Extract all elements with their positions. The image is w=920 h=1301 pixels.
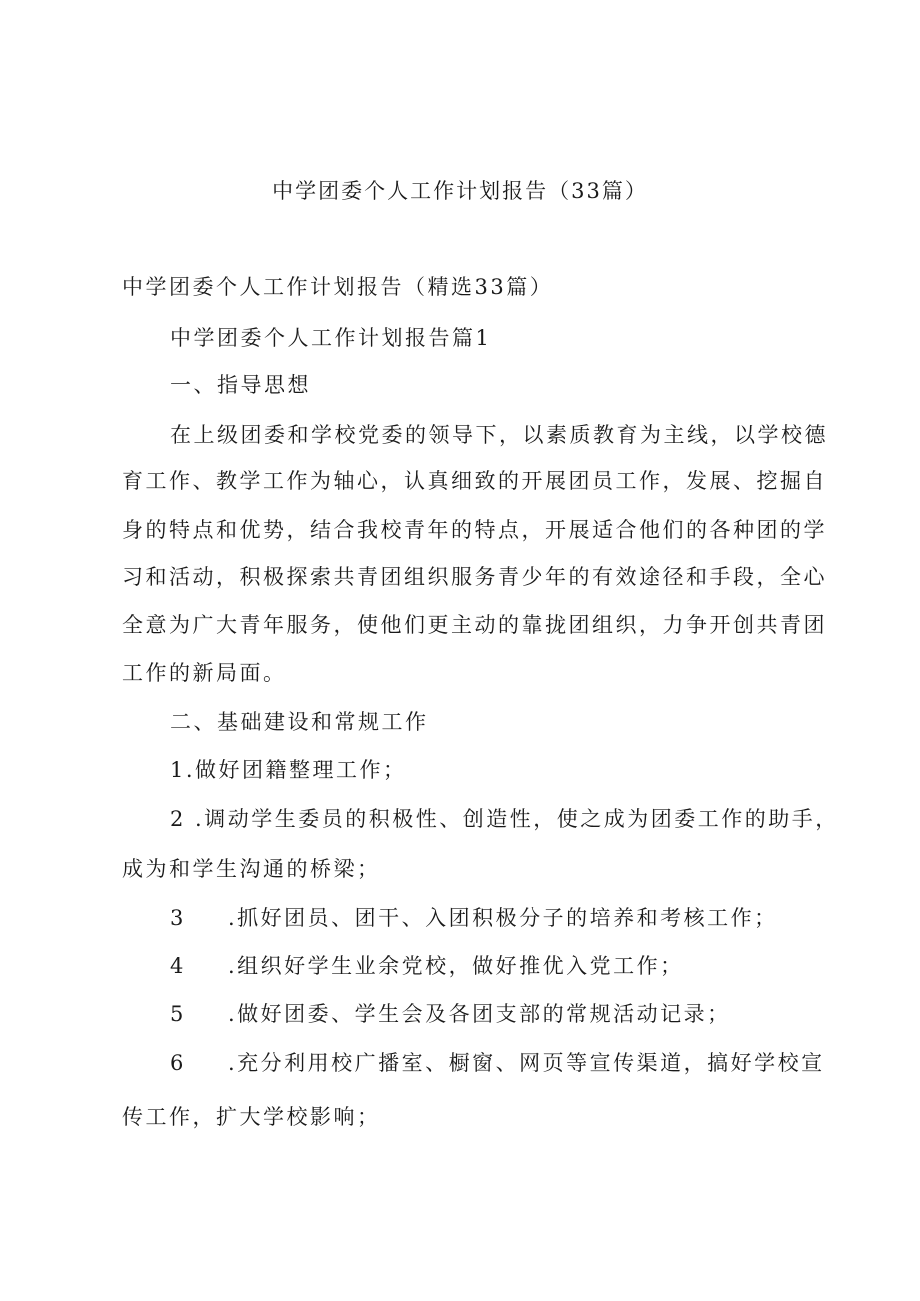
chapter-heading: 中学团委个人工作计划报告篇1 xyxy=(170,326,492,350)
list-item: 2 .调动学生委员的积极性、创造性，使之成为团委工作的助手， xyxy=(170,807,839,831)
paragraph-line: 习和活动，积极探索共青团组织服务青少年的有效途径和手段，全心 xyxy=(122,565,827,589)
list-item-text: .做好团委、学生会及各团支部的常规活动记录； xyxy=(228,1002,731,1026)
list-item xyxy=(170,999,731,1029)
list-item-number: 3 xyxy=(170,906,186,930)
list-item-text: .组织好学生业余党校，做好推优入党工作； xyxy=(228,954,684,978)
list-item-number: 4 xyxy=(170,954,186,978)
list-item-number: 6 xyxy=(170,1051,186,1075)
list-item-text: .充分利用校广播室、橱窗、网页等宣传渠道，搞好学校宣 xyxy=(228,1051,825,1075)
paragraph-line: 工作的新局面。 xyxy=(122,661,287,685)
document-subtitle: 中学团委个人工作计划报告（精选33篇） xyxy=(122,275,554,299)
paragraph-line: 在上级团委和学校党委的领导下，以素质教育为主线，以学校德 xyxy=(170,423,828,447)
document-title: 中学团委个人工作计划报告（33篇） xyxy=(272,179,648,203)
list-item-text: .抓好团员、团干、入团积极分子的培养和考核工作； xyxy=(228,906,778,930)
paragraph-line: 育工作、教学工作为轴心，认真细致的开展团员工作，发展、挖掘自 xyxy=(122,469,827,493)
section-heading-guiding-ideology: 一、指导思想 xyxy=(170,373,311,397)
paragraph-line: 全意为广大青年服务，使他们更主动的靠拢团组织，力争开创共青团 xyxy=(122,613,827,637)
list-item: 1.做好团籍整理工作； xyxy=(170,758,407,782)
section-heading-basic-work: 二、基础建设和常规工作 xyxy=(170,710,429,734)
list-item-continuation: 传工作，扩大学校影响； xyxy=(122,1105,381,1129)
list-item xyxy=(170,1048,825,1078)
list-item xyxy=(170,951,684,981)
paragraph-line: 身的特点和优势，结合我校青年的特点，开展适合他们的各种团的学 xyxy=(122,518,827,542)
list-item-continuation: 成为和学生沟通的桥梁； xyxy=(122,857,381,881)
list-item-number: 5 xyxy=(170,1002,186,1026)
list-item xyxy=(170,903,778,933)
